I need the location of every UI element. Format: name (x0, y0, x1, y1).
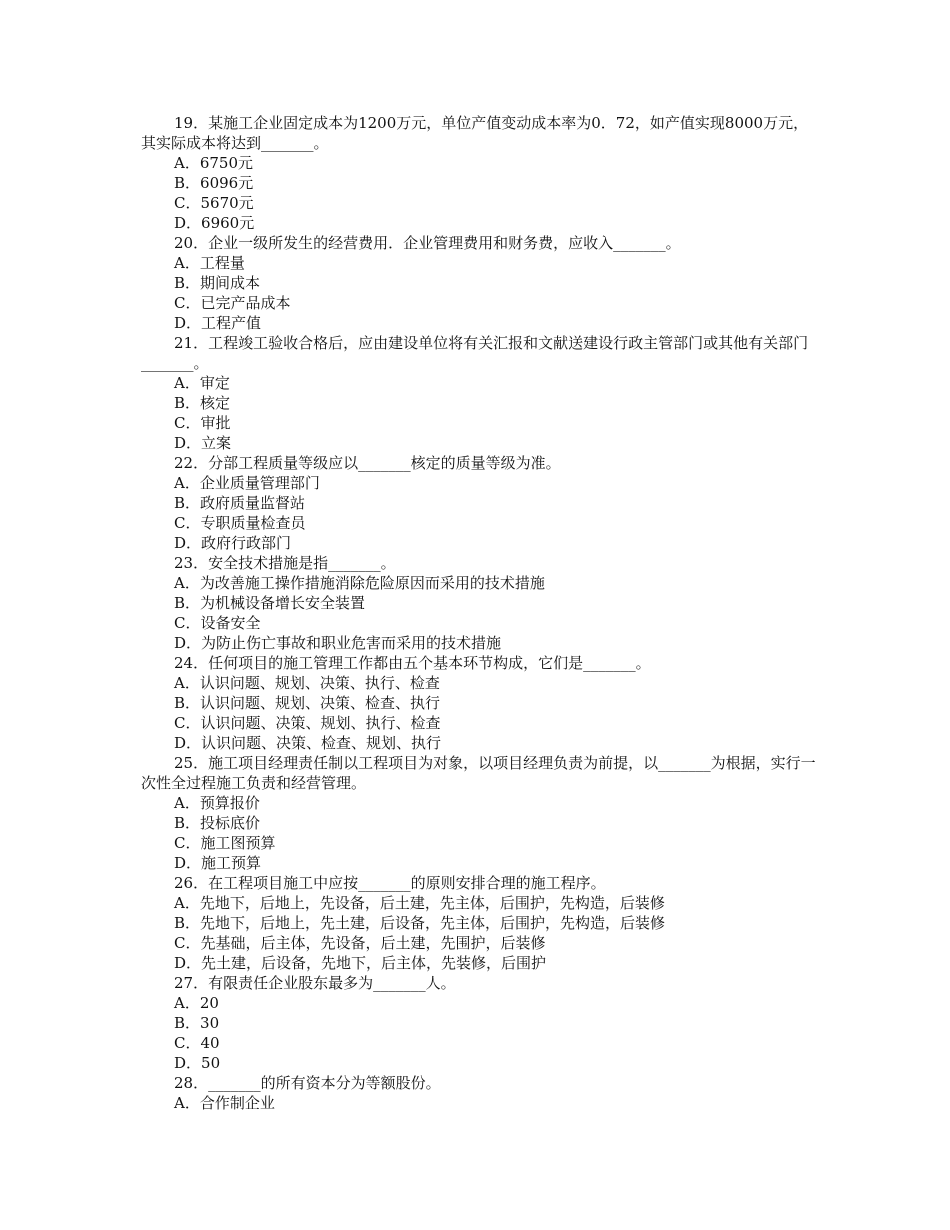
question-stem: 28．_______的所有资本分为等额股份。 (174, 1074, 441, 1092)
answer-option: D．工程产值 (174, 314, 262, 332)
answer-option: B．6096元 (174, 174, 254, 192)
answer-option: B．先地下，后地上，先土建，后设备，先主体，后围护，先构造，后装修 (174, 914, 666, 932)
answer-option: A．工程量 (174, 254, 245, 272)
question-stem: 22．分部工程质量等级应以_______核定的质量等级为准。 (174, 454, 561, 472)
question-stem: 19．某施工企业固定成本为1200万元，单位产值变动成本率为0．72，如产值实现8000万元，其实际成本将达到_______。 (141, 114, 809, 152)
answer-option: C．专职质量检查员 (174, 514, 306, 532)
answer-option: B．政府质量监督站 (174, 494, 306, 512)
answer-option: D．50 (174, 1054, 221, 1072)
question-stem: 27．有限责任企业股东最多为_______人。 (174, 974, 456, 992)
answer-option: C．40 (174, 1034, 220, 1052)
answer-option: A．认识问题、规划、决策、执行、检查 (174, 674, 440, 692)
answer-option: A．先地下，后地上，先设备，后土建，先主体，后围护，先构造，后装修 (174, 894, 665, 912)
question-stem: 24．任何项目的施工管理工作都由五个基本环节构成，它们是_______。 (174, 654, 651, 672)
answer-option: D．施工预算 (174, 854, 262, 872)
answer-option: A．预算报价 (174, 794, 260, 812)
answer-option: D．立案 (174, 434, 232, 452)
question-stem: 21．工程竣工验收合格后，应由建设单位将有关汇报和文献送建设行政主管部门或其他有关部门_______。 (141, 334, 809, 372)
answer-option: C．先基础，后主体，先设备，后土建，先围护，后装修 (174, 934, 546, 952)
answer-option: D．6960元 (174, 214, 255, 232)
answer-option: D．为防止伤亡事故和职业危害而采用的技术措施 (174, 634, 502, 652)
answer-option: D．先土建，后设备，先地下，后主体，先装修，后围护 (174, 954, 547, 972)
answer-option: B．核定 (174, 394, 231, 412)
answer-option: C．施工图预算 (174, 834, 276, 852)
answer-option: C．认识问题、决策、规划、执行、检查 (174, 714, 441, 732)
answer-option: C．设备安全 (174, 614, 261, 632)
answer-option: A．20 (174, 994, 219, 1012)
answer-option: D．认识问题、决策、检查、规划、执行 (174, 734, 442, 752)
answer-option: B．期间成本 (174, 274, 261, 292)
answer-option: B．认识问题、规划、决策、检查、执行 (174, 694, 441, 712)
answer-option: A．为改善施工操作措施消除危险原因而采用的技术措施 (174, 574, 545, 592)
question-stem: 20．企业一级所发生的经营费用．企业管理费用和财务费，应收入_______。 (174, 234, 681, 252)
question-list (141, 113, 820, 1113)
answer-option: C．已完产品成本 (174, 294, 291, 312)
answer-option: B．30 (174, 1014, 220, 1032)
question-stem: 23．安全技术措施是指_______。 (174, 554, 396, 572)
answer-option: C．审批 (174, 414, 231, 432)
answer-option: A．审定 (174, 374, 230, 392)
answer-option: D．政府行政部门 (174, 534, 292, 552)
answer-option: A．企业质量管理部门 (174, 474, 320, 492)
answer-option: A．6750元 (174, 154, 254, 172)
question-stem: 25．施工项目经理责任制以工程项目为对象，以项目经理负责为前提，以_______为根据，实行一次性全过程施工负责和经营管理。 (141, 754, 816, 792)
answer-option: A．合作制企业 (174, 1094, 275, 1112)
answer-option: C．5670元 (174, 194, 254, 212)
answer-option: B．为机械设备增长安全装置 (174, 594, 366, 612)
answer-option: B．投标底价 (174, 814, 261, 832)
question-stem: 26．在工程项目施工中应按_______的原则安排合理的施工程序。 (174, 874, 606, 892)
